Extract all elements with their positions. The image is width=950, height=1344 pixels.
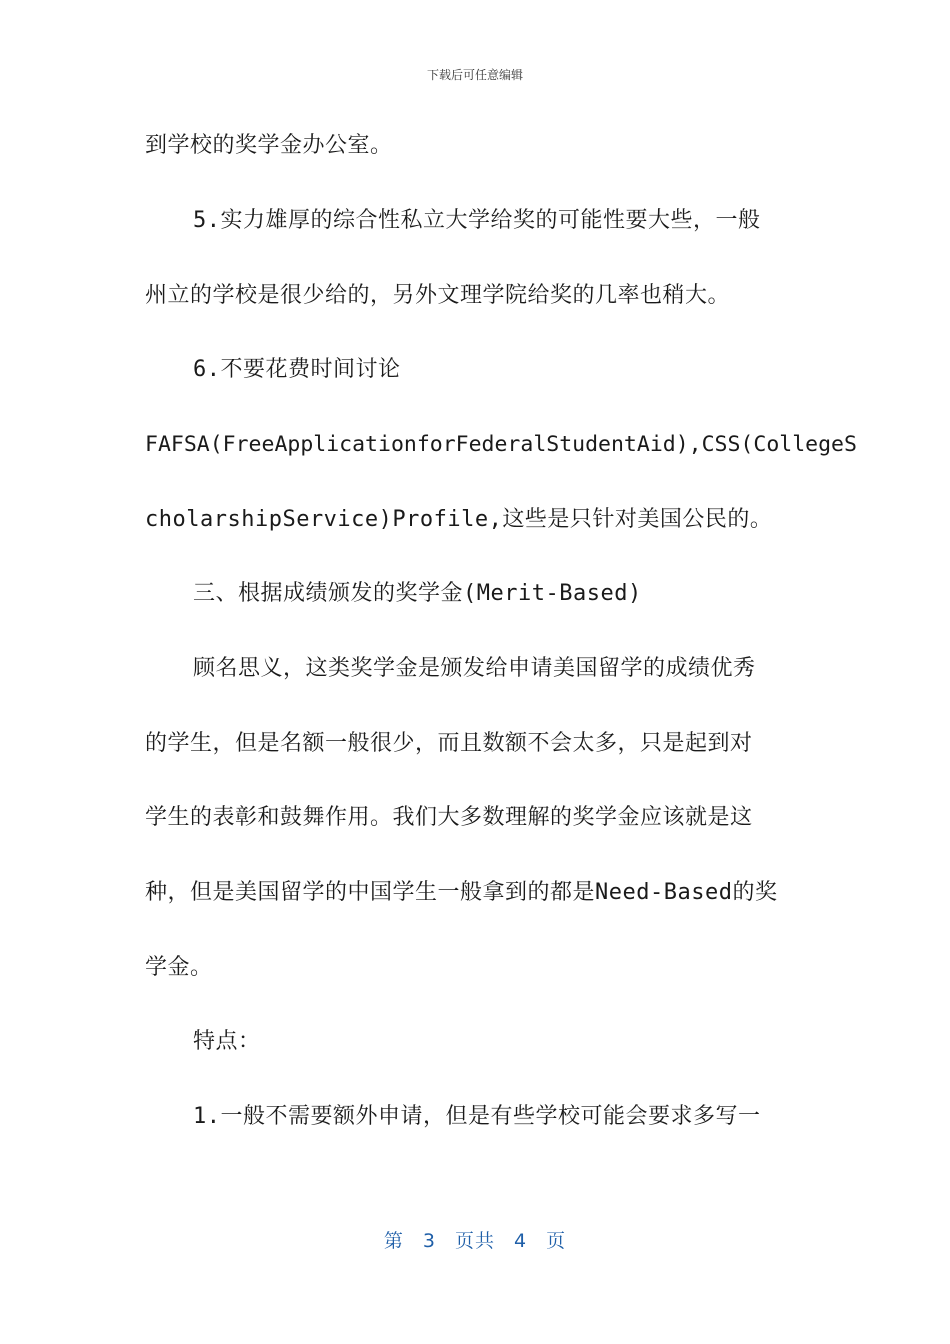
text-line: 学生的表彰和鼓舞作用。我们大多数理解的奖学金应该就是这 xyxy=(145,805,753,830)
text-line: 的学生，但是名额一般很少，而且数额不会太多，只是起到对 xyxy=(145,731,753,756)
text-line: 顾名思义，这类奖学金是颁发给申请美国留学的成绩优秀 xyxy=(193,656,756,681)
text-line: 5.实力雄厚的综合性私立大学给奖的可能性要大些，一般 xyxy=(193,208,761,233)
page-header-note: 下载后可任意编辑 xyxy=(426,68,523,82)
text-line: 1.一般不需要额外申请，但是有些学校可能会要求多写一 xyxy=(193,1104,761,1129)
text-line: 种，但是美国留学的中国学生一般拿到的都是Need-Based的奖 xyxy=(145,880,778,905)
text-line: 州立的学校是很少给的，另外文理学院给奖的几率也稍大。 xyxy=(145,283,731,308)
text-line: 特点： xyxy=(193,1029,261,1054)
text-line: FAFSA(FreeApplicationforFederalStudentAid),CSS(CollegeS xyxy=(145,432,857,457)
page-number-footer: 第 3 页共 4 页 xyxy=(383,1230,567,1252)
text-line: 6.不要花费时间讨论 xyxy=(193,357,401,382)
text-line: 到学校的奖学金办公室。 xyxy=(145,133,393,158)
text-line: cholarshipService)Profile,这些是只针对美国公民的。 xyxy=(145,507,773,532)
text-line: 学金。 xyxy=(145,955,213,980)
section-heading: 三、根据成绩颁发的奖学金(Merit-Based) xyxy=(193,581,642,606)
